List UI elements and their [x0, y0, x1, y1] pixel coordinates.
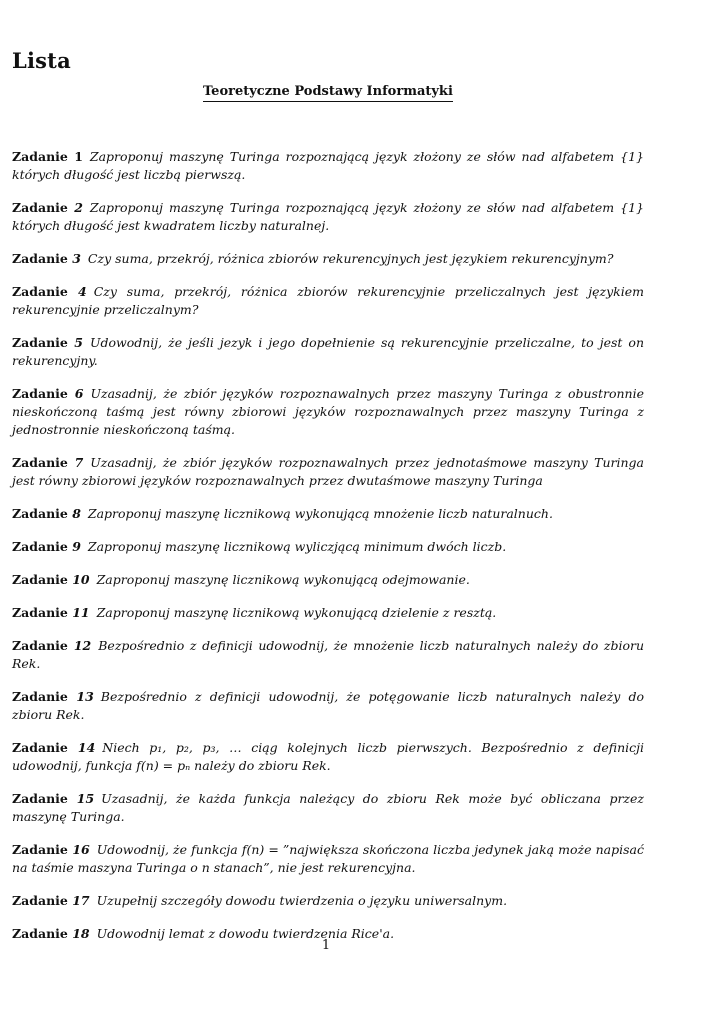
- task-item: [12, 892, 644, 910]
- task-number: 14: [77, 740, 96, 755]
- task-number: 10: [72, 572, 90, 587]
- task-label: [12, 689, 94, 704]
- task-item: [12, 148, 644, 184]
- task-item: [12, 637, 644, 673]
- task-text: Zaproponuj maszynę licznikową wykonującą odejmowanie.: [96, 572, 470, 587]
- task-label-word: Zadanie: [12, 386, 68, 401]
- task-number: 3: [72, 251, 81, 266]
- task-label: [12, 893, 90, 908]
- task-label-word: Zadanie: [12, 740, 68, 755]
- task-label-word: Zadanie: [12, 842, 68, 857]
- task-text: Zaproponuj maszynę licznikową wykonującą mnożenie liczb naturalnuch.: [87, 506, 553, 521]
- task-number: 15: [76, 791, 95, 806]
- task-label-word: Zadanie: [12, 572, 68, 587]
- task-label: [12, 572, 90, 587]
- task-label: [12, 506, 81, 521]
- task-text: Udowodnij lemat z dowodu twierdzenia Rice'a.: [96, 926, 395, 941]
- task-item: [12, 604, 644, 622]
- task-number: 18: [72, 926, 90, 941]
- task-number: 8: [72, 506, 81, 521]
- task-label: [12, 791, 94, 806]
- task-item: [12, 841, 644, 877]
- task-label: [12, 284, 87, 299]
- task-item: [12, 739, 644, 775]
- task-item: [12, 688, 644, 724]
- task-text: Uzupełnij szczegóły dowodu twierdzenia o języku uniwersalnym.: [96, 893, 508, 908]
- task-text: Zaproponuj maszynę licznikową wyliczjącą minimum dwóch liczb.: [87, 539, 507, 554]
- task-label-word: Zadanie: [12, 539, 68, 554]
- task-text: Bezpośrednio z definicji udowodnij, że potęgowanie liczb naturalnych należy do zbioru Rek.: [12, 689, 644, 722]
- page-number: 1: [321, 938, 331, 953]
- task-label-word: Zadanie: [12, 893, 68, 908]
- task-item: [12, 250, 644, 268]
- task-label-word: Zadanie: [12, 251, 68, 266]
- task-number: 7: [74, 455, 84, 470]
- task-label-word: Zadanie: [12, 638, 68, 653]
- task-label: [12, 200, 83, 215]
- task-label: [12, 539, 81, 554]
- task-text: Czy suma, przekrój, różnica zbiorów rekurencyjnych jest językiem rekurencyjnym?: [87, 251, 614, 266]
- task-label: [12, 149, 83, 164]
- task-number: 5: [74, 335, 83, 350]
- task-text: Uzasadnij, że każda funkcja należący do zbioru Rek może być obliczana przez maszynę Turinga.: [12, 791, 644, 824]
- task-label-word: Zadanie: [12, 506, 68, 521]
- task-label-word: Zadanie: [12, 455, 68, 470]
- task-list: [12, 148, 644, 958]
- task-number: 12: [73, 638, 92, 653]
- task-label: [12, 335, 83, 350]
- task-number: 4: [78, 284, 87, 299]
- task-number: 13: [76, 689, 94, 704]
- task-text: Czy suma, przekrój, różnica zbiorów rekurencyjnie przeliczalnych jest językiem rekurencyjnie przeliczalnym?: [12, 284, 644, 317]
- task-text: Niech p₁, p₂, p₃, … ciąg kolejnych liczb pierwszych. Bezpośrednio z definicji udowodnij, funkcja f(n) = pₙ należy do zbioru Rek.: [12, 740, 644, 773]
- task-label: [12, 251, 81, 266]
- task-item: [12, 199, 644, 235]
- task-number: 2: [74, 200, 83, 215]
- course-title: Teoretyczne Podstawy Informatyki: [203, 84, 453, 102]
- task-item: [12, 385, 644, 439]
- task-label: [12, 455, 83, 470]
- task-item: [12, 454, 644, 490]
- task-number: 9: [72, 539, 81, 554]
- task-item: [12, 334, 644, 370]
- task-item: [12, 505, 644, 523]
- task-item: [12, 538, 644, 556]
- task-item: [12, 571, 644, 589]
- task-number: 6: [74, 386, 84, 401]
- task-label-word: Zadanie: [12, 335, 68, 350]
- task-text: Zaproponuj maszynę Turinga rozpoznającą język złożony ze słów nad alfabetem {1} których długość jest kwadratem liczby naturalnej.: [12, 200, 644, 233]
- task-number: 1: [74, 149, 83, 164]
- task-text: Udowodnij, że funkcja f(n) = ”największa skończona liczba jedynek jaką może napisać na taśmie maszyna Turinga o n stanach”, nie jest rekurencyjna.: [12, 842, 645, 875]
- task-text: Uzasadnij, że zbiór języków rozpoznawalnych przez jednotaśmowe maszyny Turinga jest równy zbiorowi języków rozpoznawalnych przez dwutaśmowe maszyny Turinga: [12, 455, 645, 488]
- task-label-word: Zadanie: [12, 791, 68, 806]
- task-label-word: Zadanie: [12, 200, 68, 215]
- task-label: [12, 842, 90, 857]
- task-item: [12, 790, 644, 826]
- task-text: Udowodnij, że jeśli jezyk i jego dopełnienie są rekurencyjnie przeliczalne, to jest on rekurencyjny.: [12, 335, 644, 368]
- task-label: [12, 605, 90, 620]
- task-number: 11: [72, 605, 90, 620]
- task-number: 16: [72, 842, 90, 857]
- task-label: [12, 386, 83, 401]
- task-text: Uzasadnij, że zbiór języków rozpoznawalnych przez maszyny Turinga z obustronnie nieskończoną taśmą jest równy zbiorowi języków rozpoznawalnych przez maszyny Turinga z jednostronnie nieskończoną taśmą.: [12, 386, 644, 437]
- task-label: [12, 740, 95, 755]
- task-text: Zaproponuj maszynę Turinga rozpoznającą język złożony ze słów nad alfabetem {1} których długość jest liczbą pierwszą.: [12, 149, 644, 182]
- task-number: 17: [72, 893, 90, 908]
- document-heading: Lista: [12, 48, 71, 73]
- task-text: Bezpośrednio z definicji udowodnij, że mnożenie liczb naturalnych należy do zbioru Rek.: [12, 638, 644, 671]
- task-label: [12, 638, 91, 653]
- task-label-word: Zadanie: [12, 149, 68, 164]
- task-item: [12, 283, 644, 319]
- task-label-word: Zadanie: [12, 689, 68, 704]
- task-label-word: Zadanie: [12, 605, 68, 620]
- task-text: Zaproponuj maszynę licznikową wykonującą dzielenie z resztą.: [96, 605, 497, 620]
- task-label-word: Zadanie: [12, 926, 68, 941]
- task-label-word: Zadanie: [12, 284, 68, 299]
